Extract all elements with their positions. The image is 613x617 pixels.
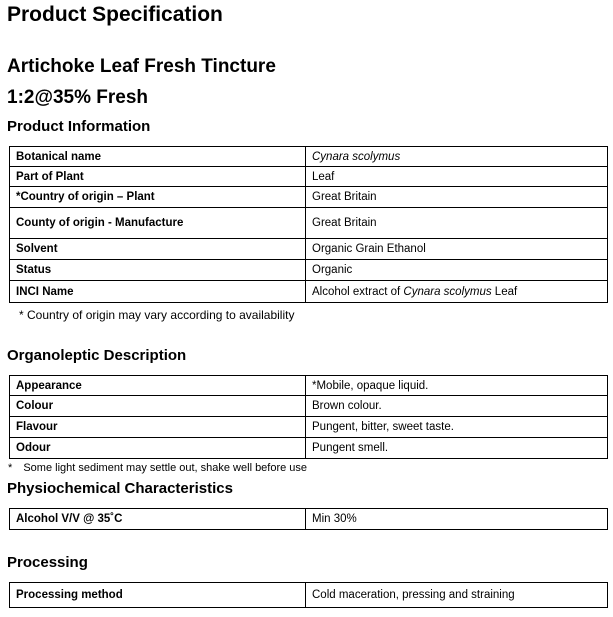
spec-value: Min 30%: [306, 509, 608, 530]
inci-prefix: Alcohol extract of: [312, 285, 404, 298]
spec-key: Solvent: [10, 239, 306, 260]
table-row: [10, 147, 608, 167]
table-row: [10, 376, 608, 396]
product-information-table: [9, 146, 608, 303]
product-name: Artichoke Leaf Fresh Tincture: [7, 56, 276, 77]
botanical-name-value: Cynara scolymus: [312, 150, 401, 163]
spec-value: Cold maceration, pressing and straining: [306, 583, 608, 608]
table-row: [10, 509, 608, 530]
spec-key: Appearance: [10, 376, 306, 396]
table-row: [10, 438, 608, 459]
spec-value: Pungent, bitter, sweet taste.: [306, 417, 608, 438]
document-title: Product Specification: [7, 3, 223, 26]
spec-key: Odour: [10, 438, 306, 459]
spec-value: [306, 281, 608, 303]
table-row: [10, 396, 608, 417]
product-information-heading: Product Information: [7, 118, 151, 135]
spec-value: *Mobile, opaque liquid.: [306, 376, 608, 396]
footnote-text: Some light sediment may settle out, shake well before use: [23, 462, 308, 474]
physiochemical-table: [9, 508, 608, 530]
table-row: [10, 239, 608, 260]
table-row: [10, 187, 608, 208]
product-ratio: 1:2@35% Fresh: [7, 87, 149, 108]
spec-value: Great Britain: [306, 208, 608, 239]
inci-suffix: Leaf: [491, 285, 518, 298]
spec-key: INCI Name: [10, 281, 306, 303]
spec-value: Organic: [306, 260, 608, 281]
spec-key: Processing method: [10, 583, 306, 608]
table-row: [10, 167, 608, 187]
spec-value: Organic Grain Ethanol: [306, 239, 608, 260]
spec-value: Great Britain: [306, 187, 608, 208]
organoleptic-table: [9, 375, 608, 459]
spec-value: [306, 147, 608, 167]
table-row: [10, 417, 608, 438]
spec-key: County of origin - Manufacture: [10, 208, 306, 239]
spec-value: Pungent smell.: [306, 438, 608, 459]
table-row: [10, 583, 608, 608]
spec-key: Status: [10, 260, 306, 281]
origin-footnote: * Country of origin may vary according to availability: [19, 308, 295, 322]
spec-key: Colour: [10, 396, 306, 417]
processing-table: [9, 582, 608, 608]
spec-key: Flavour: [10, 417, 306, 438]
spec-value: Leaf: [306, 167, 608, 187]
physiochemical-heading: Physiochemical Characteristics: [7, 480, 233, 497]
organoleptic-heading: Organoleptic Description: [7, 347, 187, 364]
table-row: [10, 260, 608, 281]
table-row: [10, 281, 608, 303]
table-row: [10, 208, 608, 239]
sediment-footnote: [8, 462, 307, 474]
spec-key: *Country of origin – Plant: [10, 187, 306, 208]
spec-value: Brown colour.: [306, 396, 608, 417]
processing-heading: Processing: [7, 554, 88, 571]
footnote-bullet: *: [8, 462, 13, 474]
spec-key: Part of Plant: [10, 167, 306, 187]
spec-key: Alcohol V/V @ 35˚C: [10, 509, 306, 530]
spec-key: Botanical name: [10, 147, 306, 167]
inci-botanical: Cynara scolymus: [403, 285, 492, 298]
